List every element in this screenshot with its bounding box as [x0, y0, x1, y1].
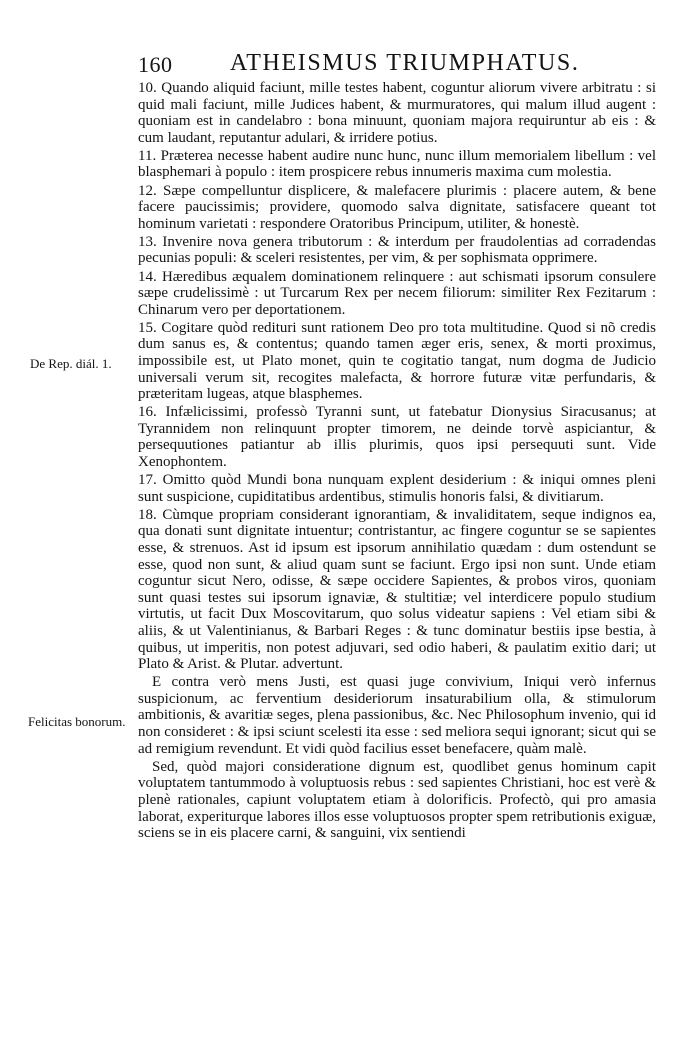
paragraph-17: 17. Omitto quòd Mundi bona nunquam explent desiderium : & iniqui omnes pleni sunt suspicione, cupiditatibus ardentibus, stimulis honoris falsi, & divitiarum.	[138, 472, 656, 505]
body-text	[138, 80, 656, 842]
paragraph-12: 12. Sæpe compelluntur displicere, & malefacere plurimis : placere autem, & bene facere paucissimis; providere, quomodo salva dignitate, satisfacere queant tot hominum varietati : respondere Oratoribus Principum, utiliter, & honestè.	[138, 182, 656, 232]
paragraph-14: 14. Hæredibus æqualem dominationem relinquere : aut schismati ipsorum consulere sæpe crudelissimè : ut Turcarum Rex per necem filiorum: similiter Rex Fezitarum : Chinarum vero per deportationem.	[138, 268, 656, 318]
page-header	[138, 50, 658, 80]
margin-note-felicitas-bonorum: Felicitas bonorum.	[28, 714, 126, 729]
paragraph-15: 15. Cogitare quòd redituri sunt rationem Deo pro tota multitudine. Quod si nõ credis dum sanus es, & contentus; quando tamen æger eris, senex, & morti proximus, impossibile est, ut Plato monet, quin te cogitatio tangat, num dogma de Judicio universali verum sit, recogites malefacta, & horrore futuræ vitæ perfundaris, & præteritam lugeas, atque blasphemes.	[138, 319, 656, 403]
running-title: ATHEISMUS TRIUMPHATUS.	[230, 50, 580, 76]
paragraph-13: 13. Invenire nova genera tributorum : & interdum per fraudolentias ad corradendas pecunias populi: & sceleri resistentes, per vim, & per sophismata opprimere.	[138, 233, 656, 267]
paragraph-11: 11. Præterea necesse habent audire nunc hunc, nunc illum memorialem libellum : vel blasphemari à populo : item prospicere rebus innumeris maxima cum molestia.	[138, 147, 656, 181]
paragraph-16: 16. Infælicissimi, professò Tyranni sunt, ut fatebatur Dionysius Siracusanus; at Tyrannidem non relinquunt propter timorem, ne deinde torvè aspiciantur, & persequutiones patiantur ab illis plurimis, quos ipsi persequuti sunt. Vide Xenophontem.	[138, 404, 656, 471]
paragraph-sed: Sed, quòd majori consideratione dignum est, quodlibet genus hominum capit voluptatem tantummodo à voluptuosis rebus : sed sapientes Christiani, hoc est verè & plenè rationales, capiunt voluptatem etiam à dolorificis. Profectò, qui pro amasia laborat, experiturque labores illos esse voluptuosos propter spem retributionis exiguæ, sciens se in eis placere carni, & sanguini, vix sentiendi	[138, 758, 656, 842]
page-number: 160	[138, 52, 173, 77]
paragraph-18: 18. Cùmque propriam considerant ignorantiam, & invaliditatem, seque indignos ea, qua donati sunt dignitate intuentur; contristantur, ac fingere coguntur se se sapientes esse, & strenuos. Ast id ipsum est ipsorum annihilatio quædam : dum ostendunt se esse, quod non sunt, & aliud quam sunt se faciunt. Ergo ipsi non sunt. Unde etiam coguntur sicut Nero, odisse, & sæpe occidere Sapientes, & probos viros, quoniam sunt quasi testes sui ipsorum ignaviæ, & stultitiæ; vel interdicere populo studium virtutis, ut facit Dux Moscovitarum, quo solus videatur sapiens : Vel etiam sibi & aliis, & ut Valentinianus, & Barbari Reges : & tunc dominatur bestiis ipse bestia, à quibus, ut imperitis, non potest adjuvari, sed odio haberi, & paulatim exitio dari; ut Plato & Arist. & Plutar. advertunt.	[138, 506, 656, 673]
margin-note-de-republica: De Rep. diál. 1.	[30, 356, 112, 371]
paragraph-e-contra: E contra verò mens Justi, est quasi juge convivium, Iniqui verò infernus suspicionum, ac ferventium desideriorum insaturabilium olla, & stimulorum ambitionis, & avaritiæ seges, plena passionibus, &c. Nec Philosophum invenio, qui id non consideret : & ipsi sciunt scelesti ita esse : sed meliora sequi ignorant; sicut qui se ad remigium revendunt. Et vidi quòd facilius esset benefacere, quàm malè.	[138, 674, 656, 757]
paragraph-10: 10. Quando aliquid faciunt, mille testes habent, coguntur aliorum vivere arbitratu : si quid mali faciunt, mille Judices habent, & murmuratores, qui malum illud augent : quoniam est in candelabro : bona minuunt, quoniam majora requiruntur ab eis : & cum laudant, reputantur adulari, & irridere potius.	[138, 80, 656, 146]
